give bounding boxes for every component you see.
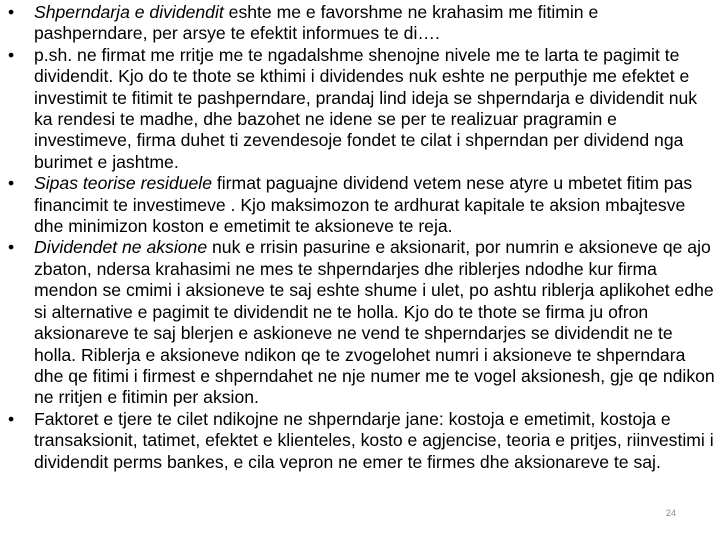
bullet-icon: • xyxy=(8,173,15,194)
bullet-lead-term: Dividendet ne aksione xyxy=(34,237,208,258)
slide-number: 24 xyxy=(665,508,676,518)
bullet-item xyxy=(8,237,716,408)
bullet-lead-term: Shperndarja e dividendit xyxy=(34,2,224,22)
bullet-list xyxy=(8,2,716,473)
bullet-item xyxy=(8,409,716,473)
bullet-text: eshte me e favorshme ne krahasim me fitimin e pashperndare, per arsye te efektit informues te di…. xyxy=(34,2,599,44)
bullet-text: firmat paguajne dividend vetem nese atyre u mbetet fitim pas financimit te investimeve . Kjo maksimozon te ardhurat kapitale te aksion mbajtesve dhe minimizon koston e emetimit te aksioneve te reja. xyxy=(34,173,693,237)
bullet-icon: • xyxy=(8,2,15,22)
bullet-icon: • xyxy=(8,408,15,429)
bullet-text: nuk e rrisin pasurine e aksionarit, por numrin e aksioneve qe ajo zbaton, ndersa krahasimi ne mes te shperndarjes dhe riblerjes ndodhe kur firma mendon se cmimi i aksioneve te saj eshte shume i ulet, po ashtu riblerja aplikohet edhe si alternative e pagimit te dividendit ne te holla. Kjo do te thote se firma ju ofron aksionareve te saj blerjen e askioneve ne vend te shperndarjes se dividendit ne te holla. Riblerja e aksioneve ndikon qe te zvogelohet numri i aksioneve te shperndara dhe qe fitimi i firmest e shperndahet ne nje numer me te vogel aksionesh, gje qe ndikon ne rritjen e fitimin per aksion. xyxy=(34,237,715,408)
bullet-item xyxy=(8,45,716,173)
bullet-item xyxy=(8,173,716,237)
bullet-icon: • xyxy=(8,237,15,258)
bullet-text: Faktoret e tjere te cilet ndikojne ne shperndarje jane: kostoja e emetimit, kostoja e transaksionit, tatimet, efektet e klienteles, kosto e agjencise, teoria e pritjes, riinvestimi i dividendit perms bankes, e cila vepron ne emer te firmes dhe aksionareve te saj. xyxy=(34,408,714,472)
bullet-icon: • xyxy=(8,44,15,65)
bullet-lead-term: Sipas teorise residuele xyxy=(34,173,212,194)
bullet-text: p.sh. ne firmat me rritje me te ngadalshme shenojne nivele me te larta te pagimit te dividendit. Kjo do te thote se kthimi i dividendes nuk eshte ne perputhje me efektet e investimit te fitimit te pashperndare, prandaj lind ideja se shperndarja e dividendit nuk ka rendesi te madhe, dhe bazohet ne idene se per te realizuar pragramin e investimeve, firma duhet ti zevendesoje fondet te cilat i shperndan per dividend nga burimet e jashtme. xyxy=(34,44,698,172)
bullet-item xyxy=(8,2,716,45)
